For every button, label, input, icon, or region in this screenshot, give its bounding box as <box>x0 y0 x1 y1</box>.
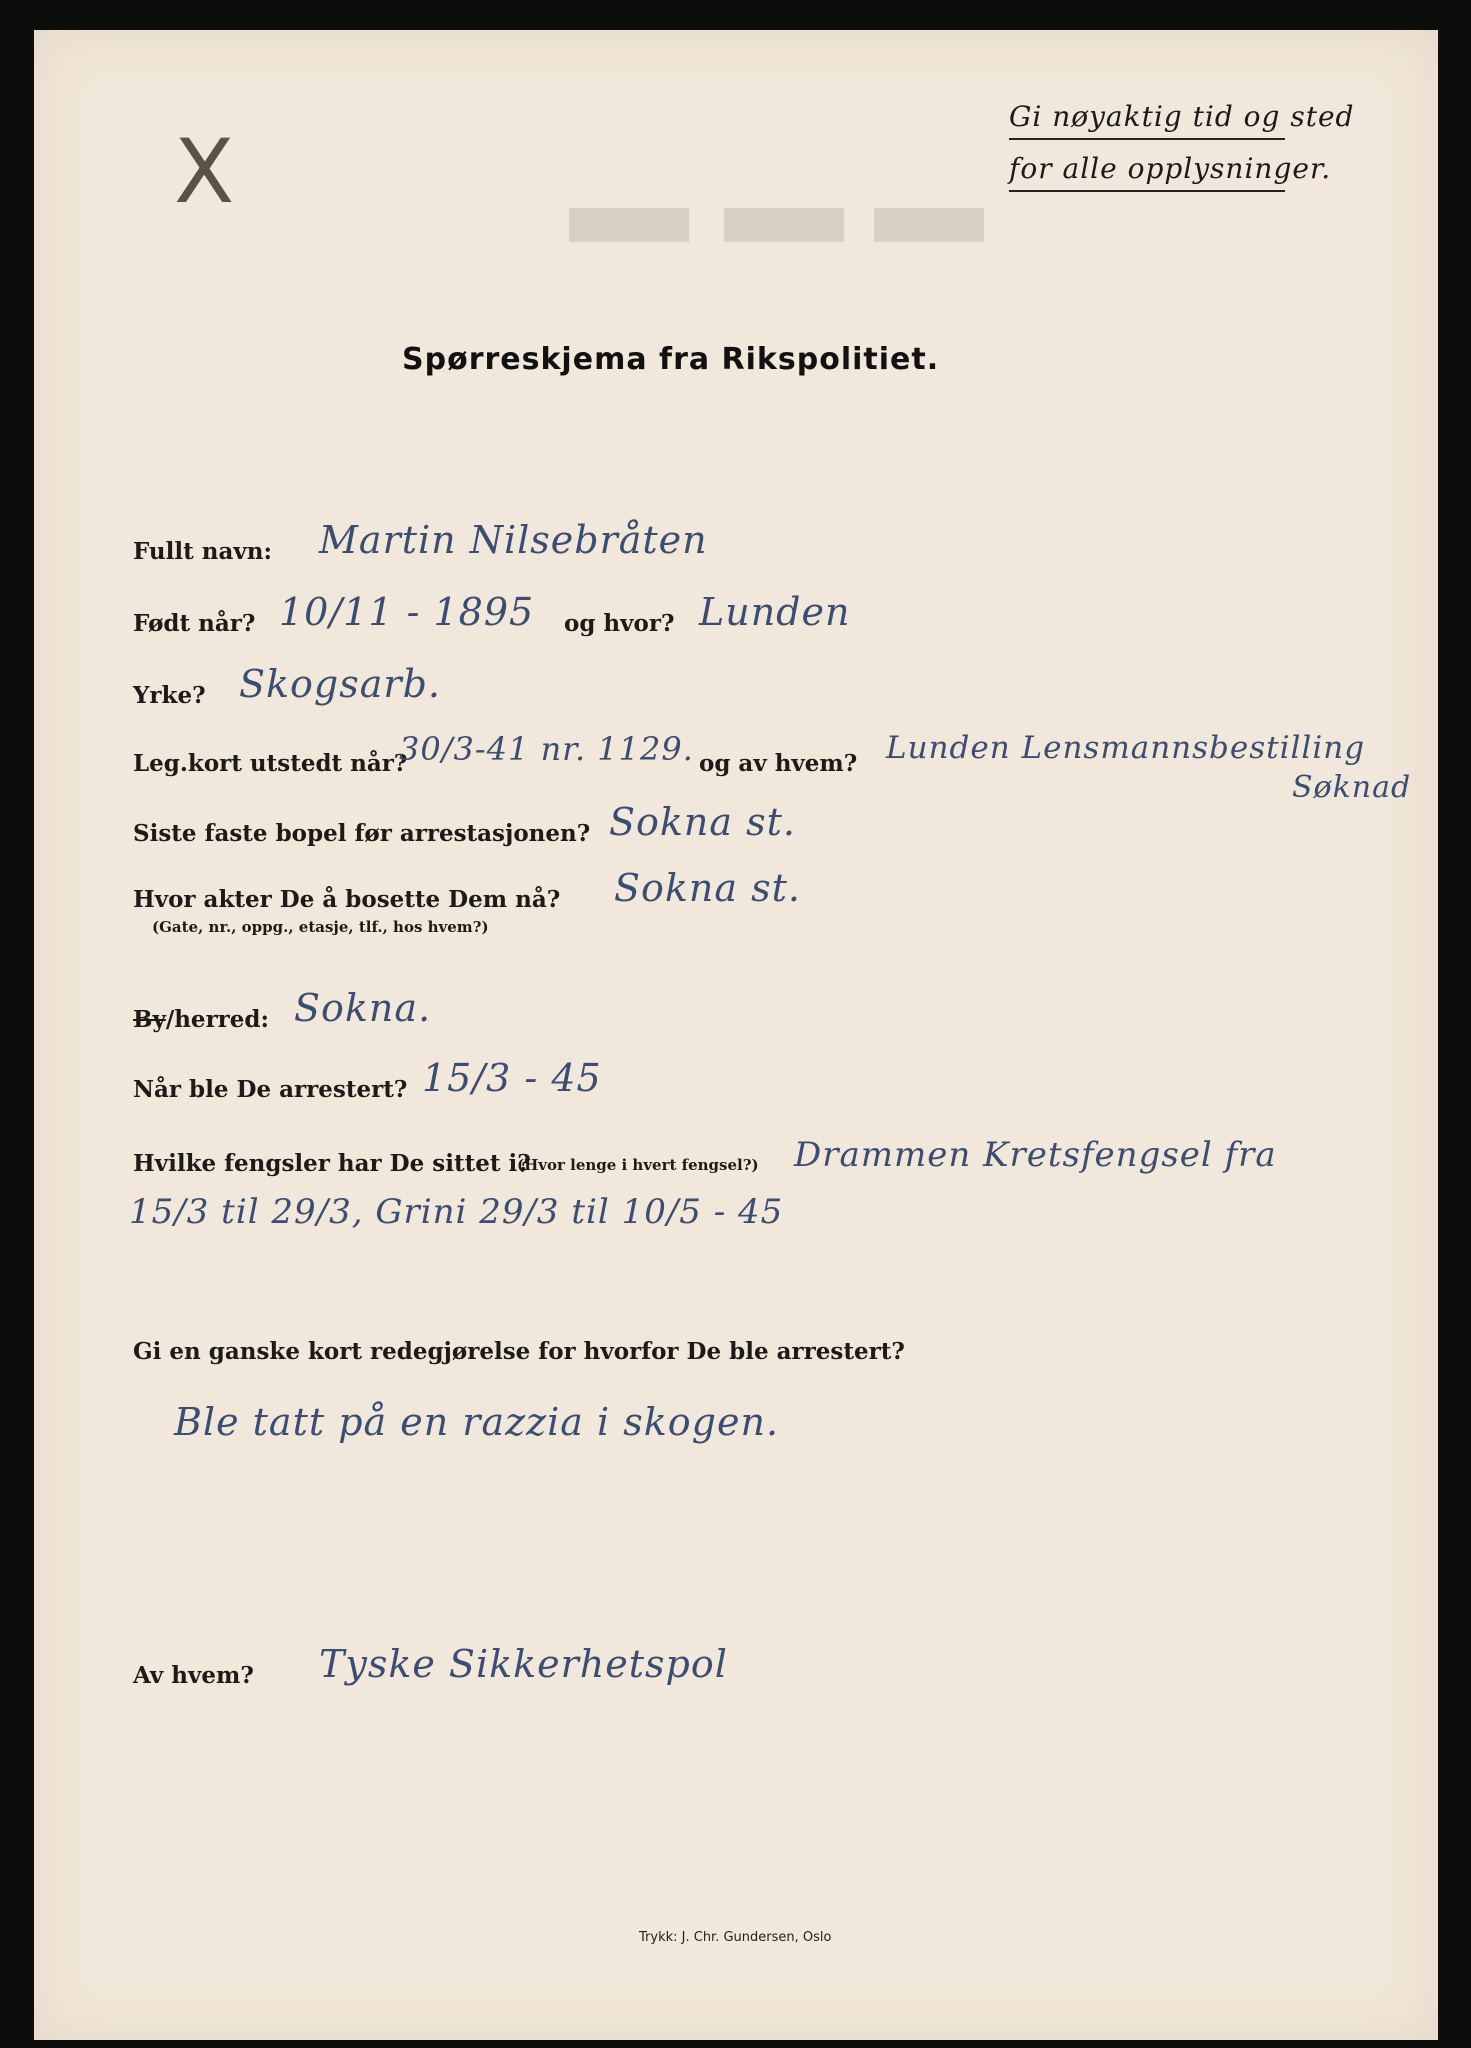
notice-underline-1 <box>1009 138 1285 140</box>
municipality-label-rest: /herred: <box>165 1006 270 1033</box>
name-value: Martin Nilsebråten <box>319 518 708 562</box>
prisons-sublabel: (Hvor lenge i hvert fengsel?) <box>517 1156 759 1174</box>
by-whom-label: Av hvem? <box>133 1662 254 1689</box>
settle-label: Hvor akter De å bosette Dem nå? <box>133 886 561 913</box>
municipality-value: Sokna. <box>294 986 432 1030</box>
occupation-label: Yrke? <box>133 682 206 709</box>
arrested-value: 15/3 - 45 <box>422 1056 602 1100</box>
born-where-label: og hvor? <box>564 610 675 637</box>
prisons-value-2: 15/3 til 29/3, Grini 29/3 til 10/5 - 45 <box>129 1192 784 1232</box>
reason-label: Gi en ganske kort redegjørelse for hvorfor De ble arrestert? <box>133 1338 905 1365</box>
notice-line-1: Gi nøyaktig tid og sted <box>1009 100 1355 133</box>
showthrough-mark <box>724 208 844 242</box>
legcard-by-value-2: Søknad <box>1292 770 1412 805</box>
page-title: Spørreskjema fra Rikspolitiet. <box>402 342 940 377</box>
notice-underline-2 <box>1009 190 1285 192</box>
legcard-when-label: Leg.kort utstedt når? <box>133 750 408 777</box>
legcard-when-value: 30/3-41 nr. 1129. <box>399 730 694 768</box>
reason-value: Ble tatt på en razzia i skogen. <box>174 1400 780 1444</box>
showthrough-mark <box>569 208 689 242</box>
settle-value: Sokna st. <box>614 866 801 910</box>
settle-sublabel: (Gate, nr., oppg., etasje, tlf., hos hvem?) <box>152 918 489 936</box>
arrested-label: Når ble De arrestert? <box>133 1076 408 1103</box>
handwritten-x-mark: X <box>174 120 236 223</box>
prisons-value: Drammen Kretsfengsel fra <box>794 1135 1277 1175</box>
born-when-value: 10/11 - 1895 <box>279 590 535 634</box>
municipality-label <box>133 1006 269 1033</box>
last-address-label: Siste faste bopel før arrestasjonen? <box>133 820 591 847</box>
notice-line-2: for alle opplysninger. <box>1009 152 1332 185</box>
born-where-value: Lunden <box>699 590 851 634</box>
by-whom-value: Tyske Sikkerhetspol <box>319 1642 728 1686</box>
form-sheet <box>34 30 1438 2040</box>
last-address-value: Sokna st. <box>609 800 796 844</box>
legcard-by-value: Lunden Lensmannsbestilling <box>886 730 1366 766</box>
name-label: Fullt navn: <box>133 538 272 565</box>
municipality-label-struck: By <box>133 1006 166 1033</box>
occupation-value: Skogsarb. <box>239 662 441 706</box>
printer-imprint: Trykk: J. Chr. Gundersen, Oslo <box>639 1930 832 1945</box>
born-when-label: Født når? <box>133 610 256 637</box>
showthrough-mark <box>874 208 984 242</box>
legcard-by-label: og av hvem? <box>699 750 858 777</box>
prisons-label: Hvilke fengsler har De sittet i? <box>133 1150 531 1177</box>
